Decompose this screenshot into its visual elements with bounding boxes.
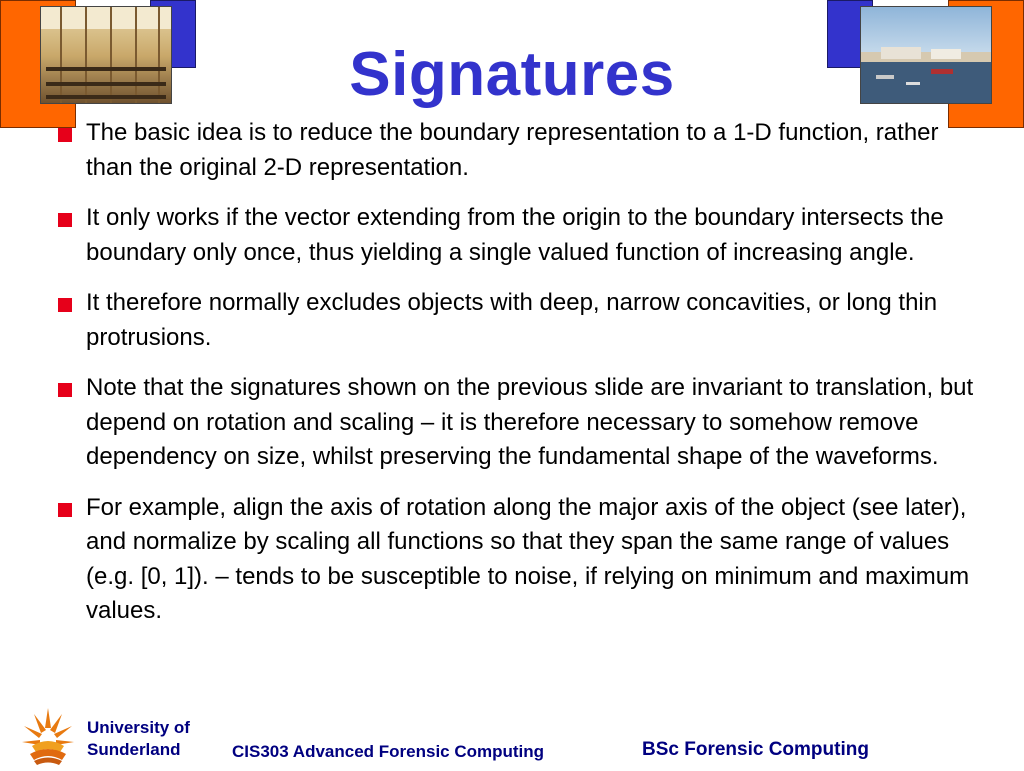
degree-name: BSc Forensic Computing (642, 739, 869, 760)
bullet-item (56, 371, 980, 475)
bullet-list (56, 116, 980, 645)
bullet-item (56, 201, 980, 270)
slide-title: Signatures (349, 40, 675, 109)
bullet-text: Note that the signatures shown on the previous slide are invariant to translation, but depend on rotation and scaling – it is therefore necessary to somehow remove dependency on size, whilst preserving the fundamental shape of the waveforms. (86, 374, 974, 470)
bullet-item (56, 116, 980, 185)
bullet-text: For example, align the axis of rotation along the major axis of the object (see later), and normalize by scaling all functions so that they span the same range of values (e.g. [0, 1]). – tends to be susceptible to noise, if relying on minimum and maximum values. (86, 493, 970, 624)
bullet-item (56, 286, 980, 355)
square-bullet-icon (58, 298, 72, 312)
university-line-2: Sunderland (87, 740, 181, 759)
bullet-text: It therefore normally excludes objects with deep, narrow concavities, or long thin protrusions. (86, 289, 938, 351)
course-name: CIS303 Advanced Forensic Computing (232, 742, 545, 761)
sunderland-logo (22, 706, 74, 766)
bullet-text: The basic idea is to reduce the boundary representation to a 1-D function, rather than the original 2-D representation. (86, 119, 939, 181)
square-bullet-icon (58, 213, 72, 227)
bullet-text: It only works if the vector extending from the origin to the boundary intersects the boundary only once, thus yielding a single valued function of increasing angle. (86, 204, 944, 266)
bullet-item (56, 491, 980, 629)
university-line-1: University of (87, 718, 190, 737)
square-bullet-icon (58, 503, 72, 517)
square-bullet-icon (58, 128, 72, 142)
university-name (87, 717, 190, 761)
square-bullet-icon (58, 383, 72, 397)
